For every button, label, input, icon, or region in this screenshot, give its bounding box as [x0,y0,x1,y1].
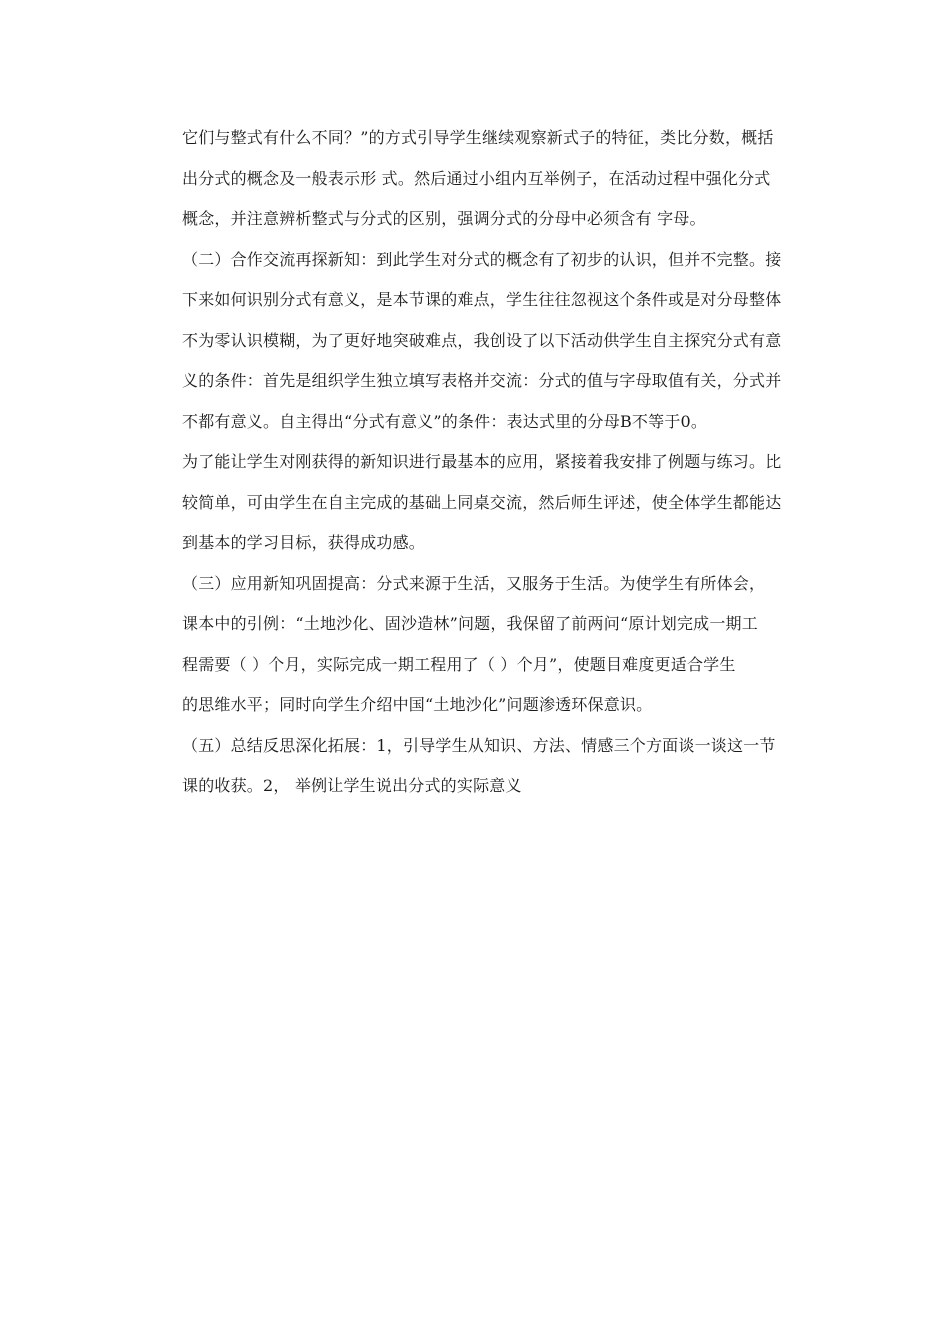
text-line: 义的条件：首先是组织学生独立填写表格并交流：分式的值与字母取值有关，分式并 [182,371,782,390]
text-line: （二）合作交流再探新知：到此学生对分式的概念有了初步的认识，但并不完整。接 [182,249,782,269]
text-line: 下来如何识别分式有意义，是本节课的难点，学生往往忽视这个条件或是对分母整体 [182,290,782,309]
text-line: 课本中的引例：“土地沙化、固沙造林”问题，我保留了前两问“原计划完成一期工 [182,614,758,633]
text-line: 到基本的学习目标，获得成功感。 [182,533,426,552]
text-line: 不为零认识模糊，为了更好地突破难点，我创设了以下活动供学生自主探究分式有意 [182,330,782,350]
text-line: 概念，并注意辨析整式与分式的区别，强调分式的分母中必须含有 字母。 [182,209,706,228]
text-line: 不都有意义。自主得出“分式有意义”的条件：表达式里的分母B不等于0。 [182,411,708,431]
text-line: 为了能让学生对刚获得的新知识进行最基本的应用，紧接着我安排了例题与练习。比 [182,452,782,471]
text-line: 它们与整式有什么不同？”的方式引导学生继续观察新式子的特征，类比分数，概括 [182,128,774,147]
text-line: 出分式的概念及一般表示形 式。然后通过小组内互举例子，在活动过程中强化分式 [182,168,771,188]
text-line: （三）应用新知巩固提高：分式来源于生活，又服务于生活。为使学生有所体会， [182,573,766,593]
body-text [182,118,812,807]
text-line: 课的收获。2， 举例让学生说出分式的实际意义 [182,776,522,795]
text-line: 的思维水平；同时向学生介绍中国“土地沙化”问题渗透环保意识。 [182,695,653,714]
text-line: 程需要（ ）个月，实际完成一期工程用了（ ）个月”，使题目难度更适合学生 [182,654,736,674]
text-line: （五）总结反思深化拓展：1，引导学生从知识、方法、情感三个方面谈一谈这一节 [182,735,776,755]
text-line: 较简单，可由学生在自主完成的基础上同桌交流，然后师生评述，使全体学生都能达 [182,492,782,512]
